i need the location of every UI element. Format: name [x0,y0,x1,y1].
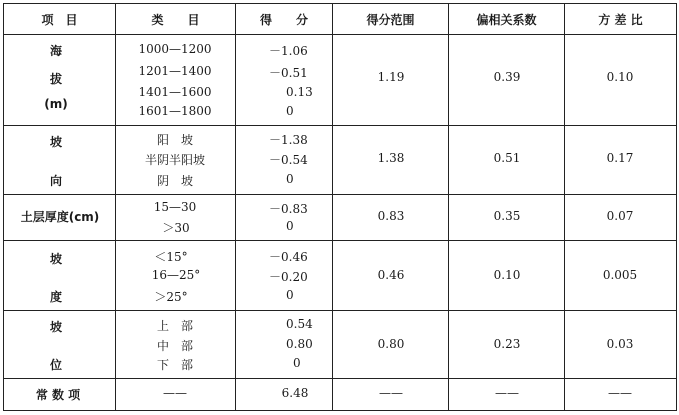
group-label-altitude: 拔 [49,72,63,86]
group-label-slope-position: 坡 [49,320,63,334]
score-cell: 0 [286,288,294,302]
score-range-cell: 0.83 [377,209,405,223]
column-rule [3,3,4,411]
score-cell: －0.46 [269,250,308,264]
category-cell: 中 部 [156,339,194,353]
score-cell: －0.54 [269,153,308,167]
score-cell: －1.38 [269,133,308,147]
constant-range-dash: —— [379,386,403,400]
score-cell: －1.06 [269,44,308,58]
group-label-aspect: 坡 [49,135,63,149]
variance-ratio-cell: 0.005 [602,268,638,282]
category-cell: 15—30 [153,200,197,214]
group-label-slope: 坡 [49,252,63,266]
score-range-cell: 0.46 [377,268,405,282]
partial-correlation-cell: 0.10 [493,268,521,282]
constant-category-dash: —— [163,386,187,400]
group-label-aspect: 向 [49,174,63,188]
category-cell: 阳 坡 [156,133,194,147]
score-range-cell: 1.38 [377,151,405,165]
group-label-slope-position: 位 [49,358,63,372]
header-score-range: 得分范围 [366,12,415,27]
score-cell: －0.83 [269,202,308,216]
score-range-cell: 1.19 [377,70,405,84]
partial-correlation-cell: 0.51 [493,151,521,165]
category-cell: 下 部 [156,358,194,372]
header-variance-ratio: 方 差 比 [598,12,643,27]
variance-ratio-cell: 0.07 [606,209,634,223]
variance-ratio-cell: 0.10 [606,70,634,84]
header-partial-correlation: 偏相关系数 [476,12,537,27]
column-rule [235,3,236,411]
group-label-slope: 度 [49,290,63,304]
score-range-cell: 0.80 [377,337,405,351]
score-cell: －0.20 [269,270,308,284]
header-score: 得 分 [259,12,308,27]
row-divider [3,125,677,126]
category-cell: 1000—1200 [138,42,212,56]
table-bottom-rule [3,410,677,411]
category-cell: 1401—1600 [138,85,212,99]
score-cell: 0 [286,104,294,118]
row-divider [3,194,677,195]
constant-row-label: 常 数 项 [35,388,81,402]
constant-variance-ratio-dash: —— [608,386,632,400]
column-rule [332,3,333,411]
category-cell: ＜15° [154,250,188,264]
row-divider [3,310,677,311]
partial-correlation-cell: 0.23 [493,337,521,351]
group-label-soil-depth: 土层厚度(cm) [20,210,100,224]
variance-ratio-cell: 0.17 [606,151,634,165]
score-cell: 0 [293,356,301,370]
category-cell: ＞30 [162,221,190,235]
category-cell: ＞25° [154,290,188,304]
constant-score-cell: 6.48 [281,386,309,400]
group-label-altitude-unit: (m) [44,97,68,111]
score-cell: －0.51 [269,66,308,80]
category-cell: 上 部 [156,319,194,333]
header-rule [3,34,677,35]
category-cell: 1201—1400 [138,64,212,78]
column-rule [448,3,449,411]
group-label-altitude: 海 [49,44,63,58]
partial-correlation-cell: 0.39 [493,70,521,84]
header-category: 类 目 [151,12,200,27]
column-rule [564,3,565,411]
variance-ratio-cell: 0.03 [606,337,634,351]
category-cell: 1601—1800 [138,104,212,118]
category-cell: 阴 坡 [156,174,194,188]
score-cell: 0.13 [286,85,313,99]
partial-correlation-cell: 0.35 [493,209,521,223]
header-item: 项 目 [41,12,78,27]
column-rule [115,3,116,411]
constant-partial-correlation-dash: —— [495,386,519,400]
score-cell: 0.80 [286,337,313,351]
category-cell: 16—25° [151,268,201,282]
category-cell: 半阴半阳坡 [144,153,206,167]
score-cell: 0.54 [286,317,313,331]
column-rule [676,3,677,411]
score-cell: 0 [286,219,294,233]
score-cell: 0 [286,172,294,186]
row-divider [3,240,677,241]
row-divider [3,378,677,379]
